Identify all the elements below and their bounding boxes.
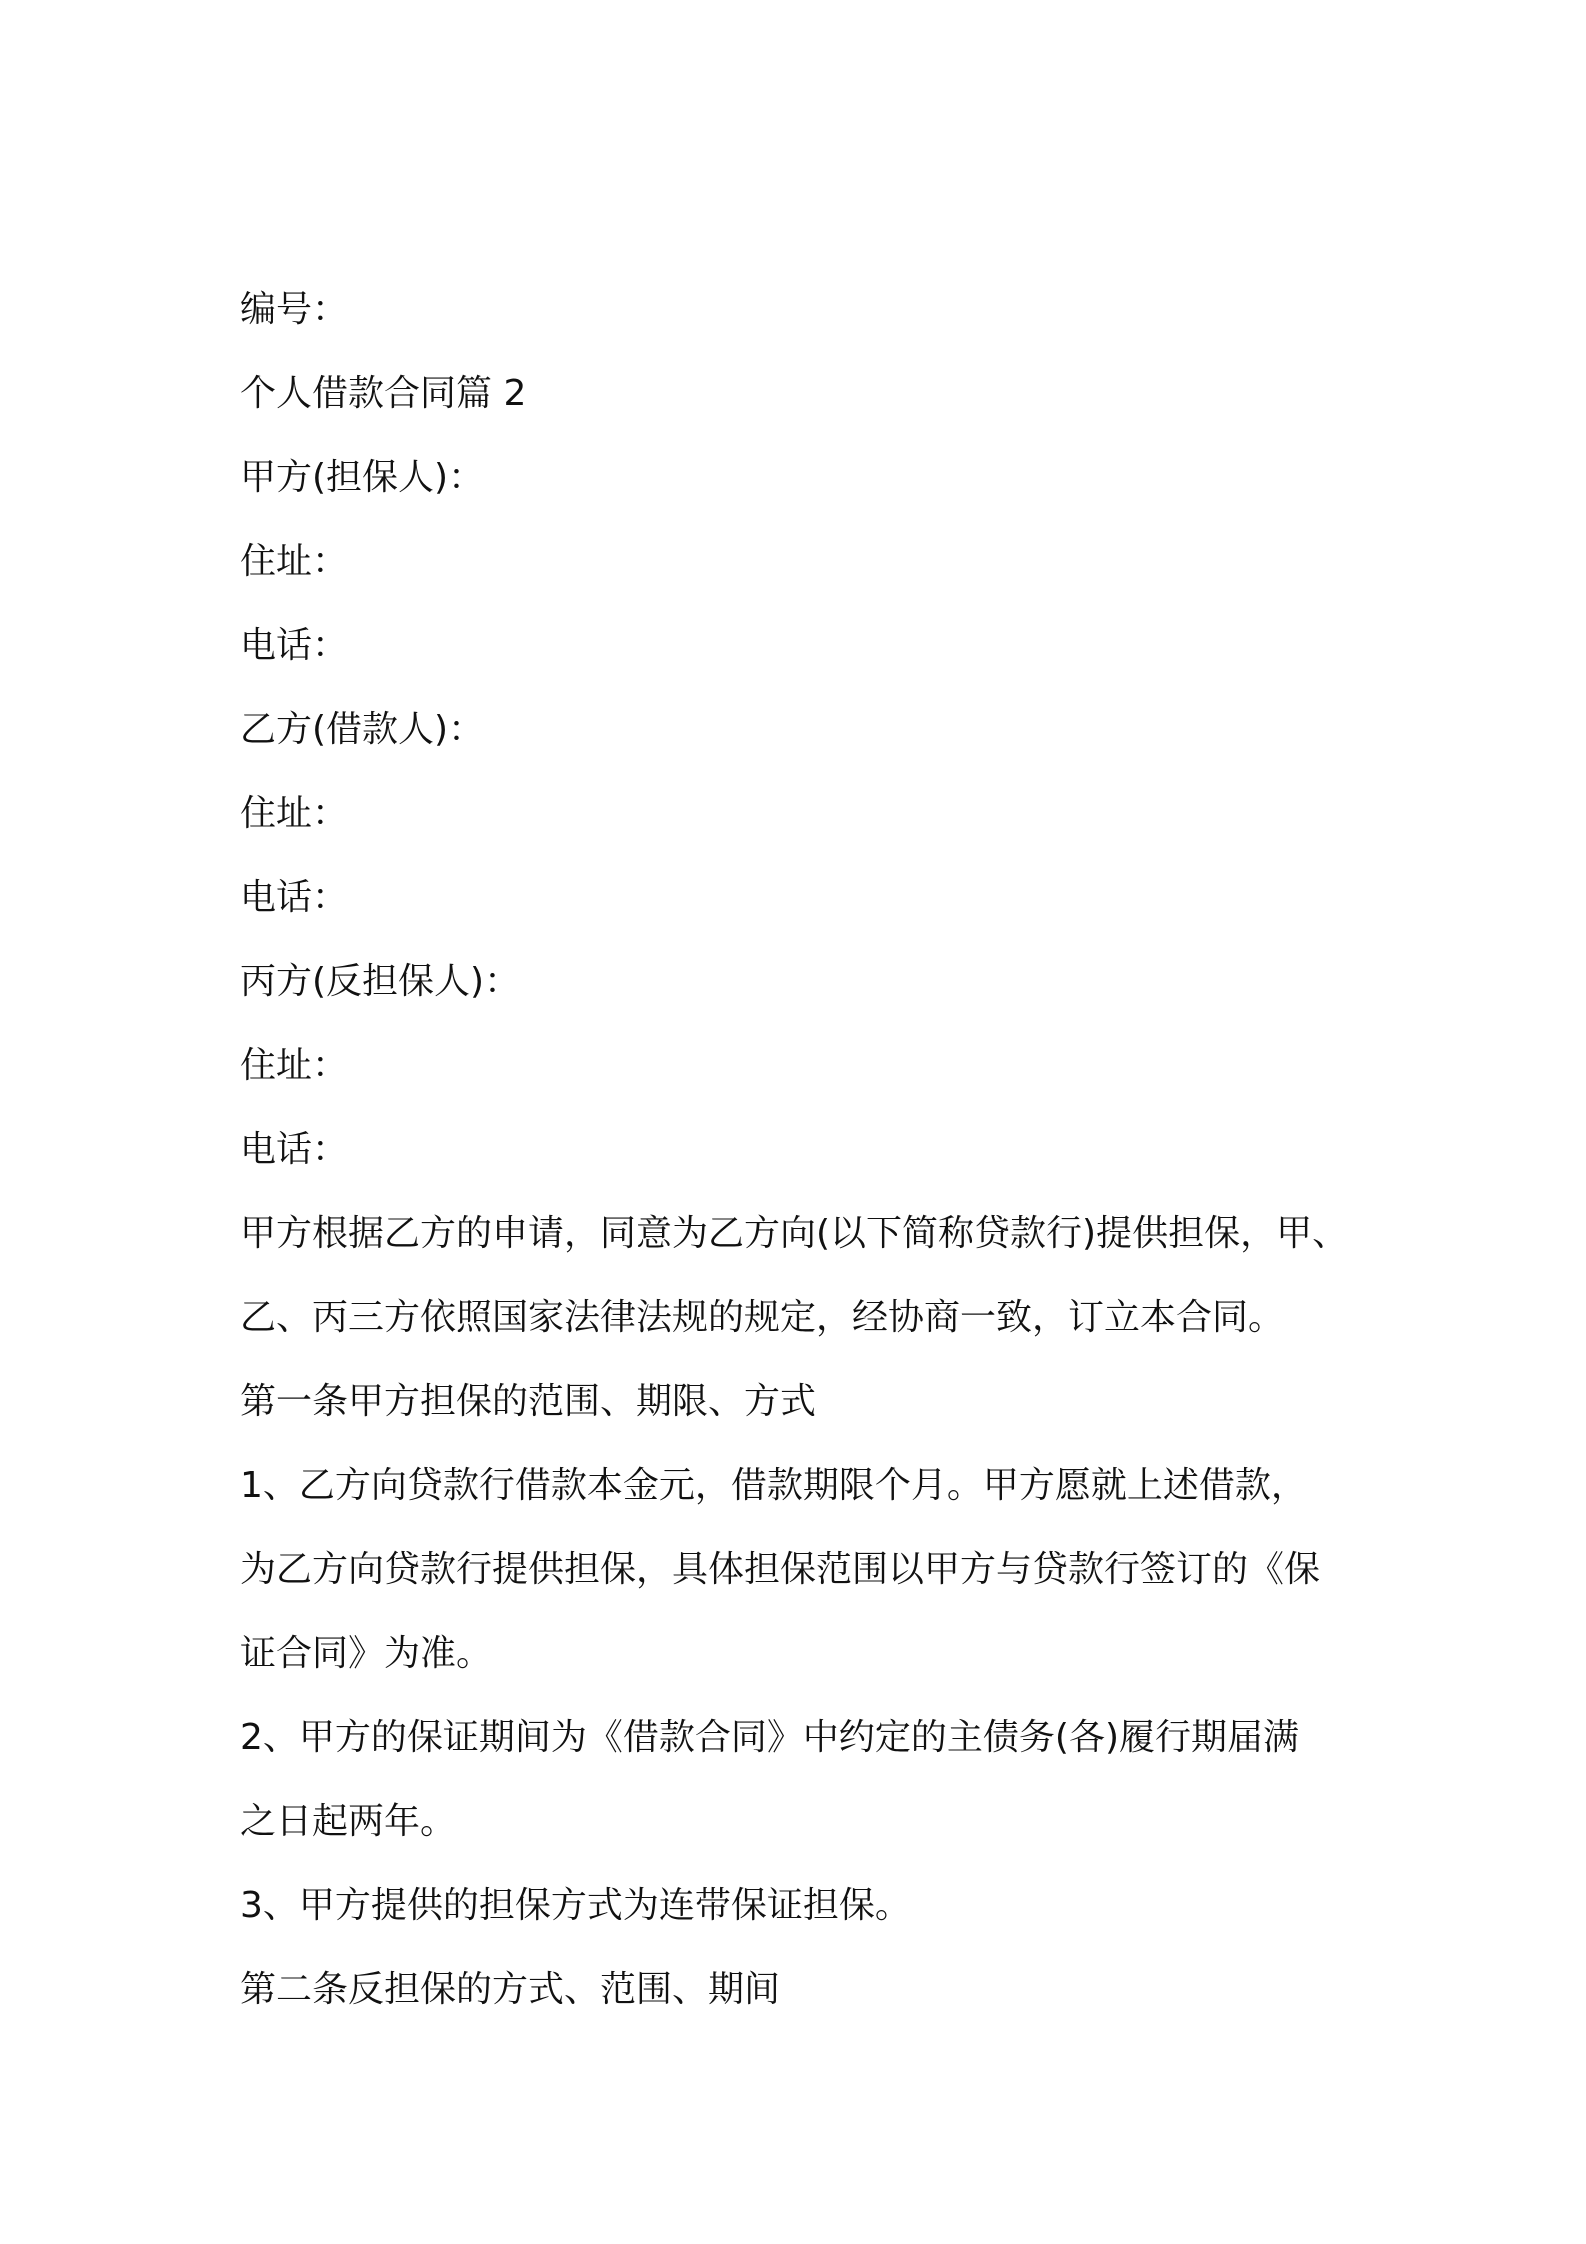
party-a-label: 甲方(担保人)： (240, 457, 485, 498)
article-1-clause-3: 3、甲方提供的担保方式为连带保证担保。 (240, 1885, 911, 1926)
article-1-clause-2-line-1: 2、甲方的保证期间为《借款合同》中约定的主债务(各)履行期届满 (240, 1717, 1299, 1758)
party-b-phone-label: 电话： (240, 877, 349, 918)
contract-number-label: 编号： (240, 289, 349, 330)
party-b-label: 乙方(借款人)： (240, 709, 485, 750)
party-a-phone-label: 电话： (240, 625, 349, 666)
party-b-address-label: 住址： (240, 793, 349, 834)
article-1-clause-1-line-3: 证合同》为准。 (240, 1633, 493, 1674)
document-title: 个人借款合同篇 2 (240, 373, 527, 414)
preamble-line-2: 乙、丙三方依照国家法律法规的规定，经协商一致，订立本合同。 (240, 1297, 1285, 1338)
preamble-line-1: 甲方根据乙方的申请，同意为乙方向(以下简称贷款行)提供担保，甲、 (240, 1213, 1349, 1254)
article-2-heading: 第二条反担保的方式、范围、期间 (240, 1969, 781, 2010)
article-1-clause-2-line-2: 之日起两年。 (240, 1801, 457, 1842)
article-1-heading: 第一条甲方担保的范围、期限、方式 (240, 1381, 817, 1422)
party-c-label: 丙方(反担保人)： (240, 961, 521, 1002)
article-1-clause-1-line-1: 1、乙方向贷款行借款本金元，借款期限个月。甲方愿就上述借款， (240, 1465, 1307, 1506)
party-c-phone-label: 电话： (240, 1129, 349, 1170)
party-a-address-label: 住址： (240, 541, 349, 582)
article-1-clause-1-line-2: 为乙方向贷款行提供担保，具体担保范围以甲方与贷款行签订的《保 (240, 1549, 1321, 1590)
document-body (240, 280, 1360, 2044)
party-c-address-label: 住址： (240, 1045, 349, 1086)
